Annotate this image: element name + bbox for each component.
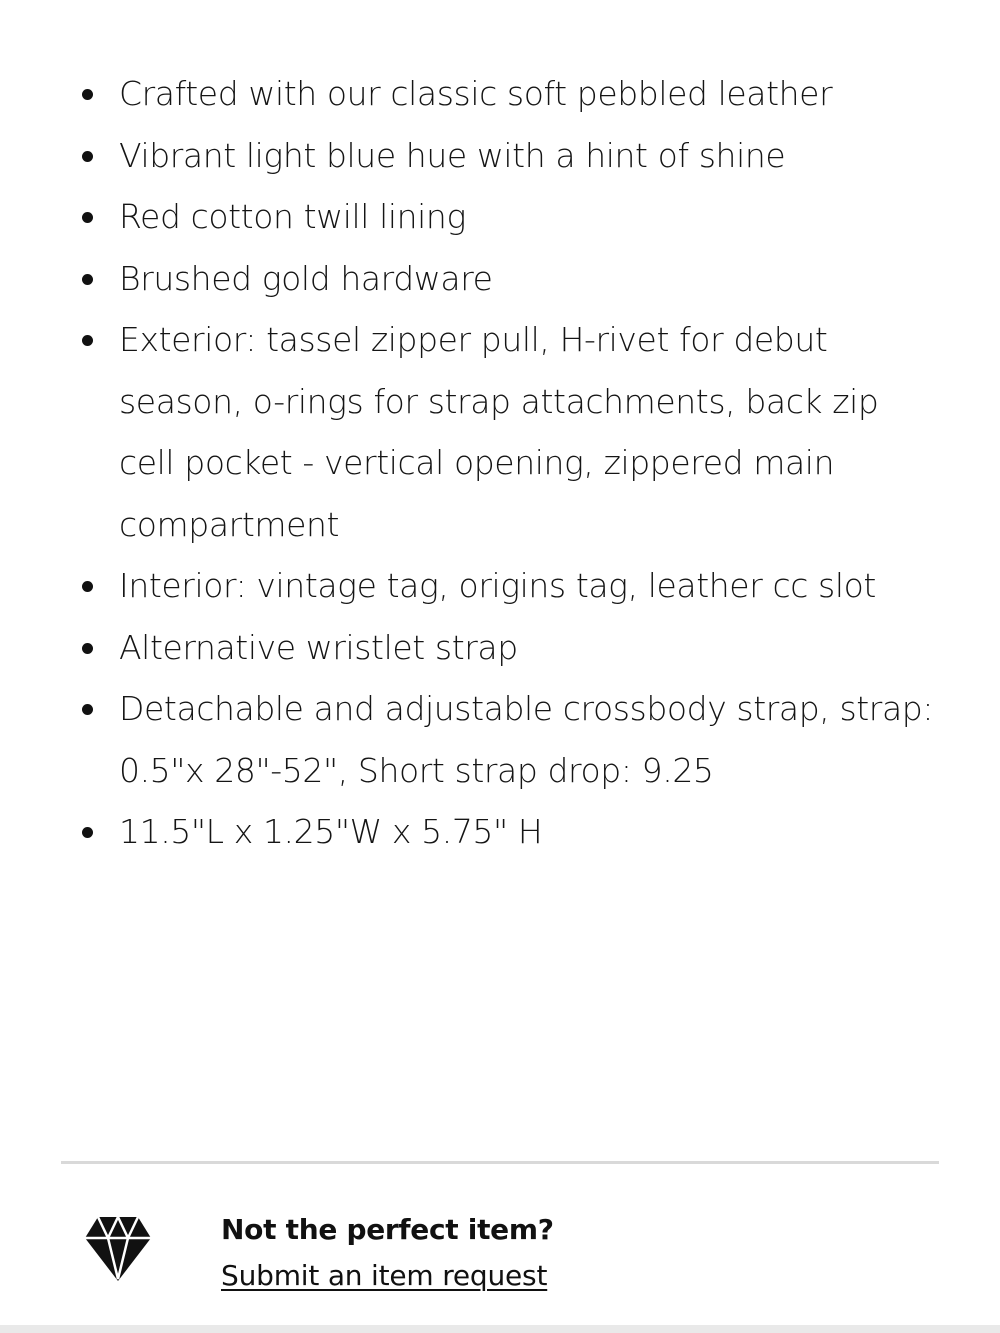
feature-list-item: [0, 678, 1000, 801]
bullet-icon: [82, 151, 93, 162]
feature-list-item: [0, 309, 1000, 555]
bullet-icon: [82, 643, 93, 654]
product-features-list: [0, 63, 1000, 863]
feature-text: Alternative wristlet strap: [119, 627, 518, 667]
bullet-icon: [82, 581, 93, 592]
feature-text: 11.5"L x 1.25"W x 5.75" H: [119, 812, 543, 851]
item-request-section: [0, 1205, 1000, 1315]
bullet-icon: [82, 212, 93, 223]
submit-item-request-link[interactable]: Submit an item request: [221, 1259, 548, 1292]
feature-text: Interior: vintage tag, origins tag, leather cc slot: [119, 566, 876, 605]
feature-text: Red cotton twill lining: [119, 197, 466, 236]
bullet-icon: [82, 274, 93, 285]
feature-text: Crafted with our classic soft pebbled leather: [119, 74, 833, 113]
diamond-icon: [84, 1216, 152, 1282]
request-prompt-heading: Not the perfect item?: [221, 1213, 554, 1246]
bullet-icon: [82, 827, 93, 838]
feature-list-item: [0, 555, 1000, 617]
feature-list-item: [0, 125, 1000, 187]
bullet-icon: [82, 335, 93, 346]
feature-text: Detachable and adjustable crossbody strap, strap: 0.5"x 28"-52", Short strap drop: 9.25: [119, 689, 934, 790]
bullet-icon: [82, 704, 93, 715]
bullet-icon: [82, 89, 93, 100]
section-divider: [61, 1161, 939, 1164]
feature-text: Vibrant light blue hue with a hint of shine: [119, 135, 786, 175]
bottom-edge-strip: [0, 1325, 1000, 1333]
feature-list-item: [0, 248, 1000, 310]
feature-list-item: [0, 186, 1000, 248]
feature-text: Exterior: tassel zipper pull, H-rivet for debut season, o-rings for strap attachments, back zip cell pocket - vertical opening, zippered main compartment: [119, 320, 879, 544]
feature-list-item: [0, 801, 1000, 863]
feature-list-item: [0, 63, 1000, 125]
feature-list-item: [0, 617, 1000, 679]
feature-text: Brushed gold hardware: [119, 258, 493, 298]
